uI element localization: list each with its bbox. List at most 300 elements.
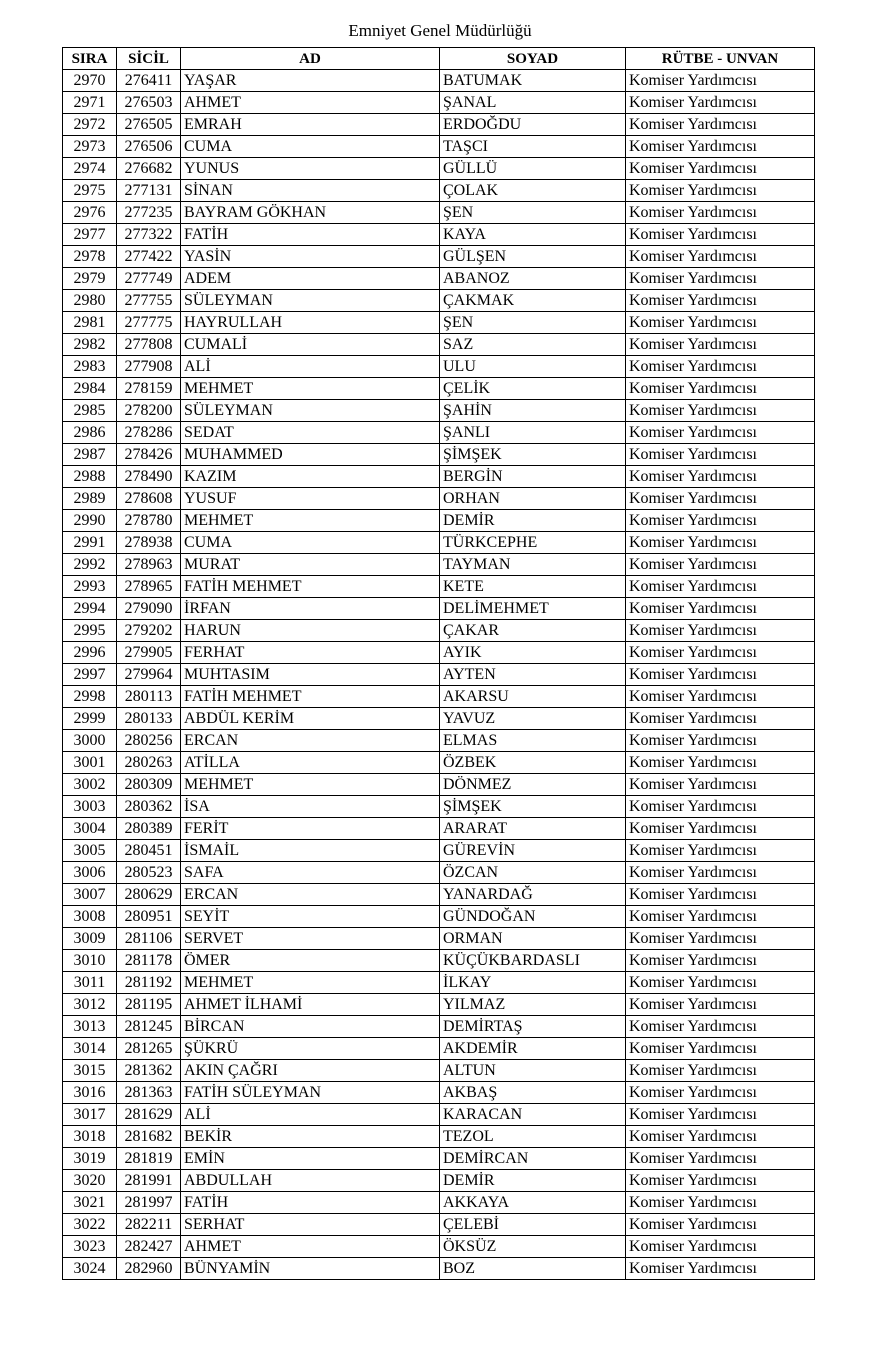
cell-sicil: 276503 [117, 92, 181, 114]
cell-soyad: DELİMEHMET [440, 598, 626, 620]
table-row [63, 840, 815, 862]
table-row [63, 466, 815, 488]
cell-ad: HAYRULLAH [181, 312, 440, 334]
cell-sicil: 277235 [117, 202, 181, 224]
cell-soyad: BATUMAK [440, 70, 626, 92]
table-row [63, 488, 815, 510]
table-row [63, 400, 815, 422]
cell-soyad: ŞİMŞEK [440, 796, 626, 818]
cell-soyad: ŞANLI [440, 422, 626, 444]
cell-ad: YAŞAR [181, 70, 440, 92]
cell-sicil: 278200 [117, 400, 181, 422]
table-row [63, 180, 815, 202]
cell-rutbe: Komiser Yardımcısı [626, 884, 815, 906]
cell-sicil: 281819 [117, 1148, 181, 1170]
cell-rutbe: Komiser Yardımcısı [626, 950, 815, 972]
table-row [63, 950, 815, 972]
cell-ad: İRFAN [181, 598, 440, 620]
table-row [63, 554, 815, 576]
cell-rutbe: Komiser Yardımcısı [626, 1016, 815, 1038]
cell-sicil: 279964 [117, 664, 181, 686]
cell-soyad: TAŞCI [440, 136, 626, 158]
cell-ad: EMİN [181, 1148, 440, 1170]
table-row [63, 334, 815, 356]
cell-sira: 2991 [63, 532, 117, 554]
cell-sira: 2972 [63, 114, 117, 136]
cell-sira: 3007 [63, 884, 117, 906]
cell-soyad: ŞAHİN [440, 400, 626, 422]
cell-sira: 3009 [63, 928, 117, 950]
table-row [63, 1082, 815, 1104]
cell-ad: SEYİT [181, 906, 440, 928]
table-row [63, 1214, 815, 1236]
table-row [63, 1148, 815, 1170]
cell-soyad: BERGİN [440, 466, 626, 488]
table-row [63, 1236, 815, 1258]
cell-rutbe: Komiser Yardımcısı [626, 598, 815, 620]
cell-sicil: 278965 [117, 576, 181, 598]
table-row [63, 730, 815, 752]
cell-sicil: 280309 [117, 774, 181, 796]
cell-sira: 2975 [63, 180, 117, 202]
table-row [63, 686, 815, 708]
table-body [63, 70, 815, 1280]
cell-ad: SAFA [181, 862, 440, 884]
cell-ad: AHMET İLHAMİ [181, 994, 440, 1016]
cell-sicil: 281991 [117, 1170, 181, 1192]
cell-rutbe: Komiser Yardımcısı [626, 290, 815, 312]
cell-sicil: 277322 [117, 224, 181, 246]
cell-sicil: 281997 [117, 1192, 181, 1214]
cell-ad: BAYRAM GÖKHAN [181, 202, 440, 224]
cell-rutbe: Komiser Yardımcısı [626, 1126, 815, 1148]
cell-sicil: 278426 [117, 444, 181, 466]
cell-soyad: ARARAT [440, 818, 626, 840]
cell-sicil: 278159 [117, 378, 181, 400]
cell-soyad: GÜNDOĞAN [440, 906, 626, 928]
cell-sira: 3013 [63, 1016, 117, 1038]
cell-rutbe: Komiser Yardımcısı [626, 730, 815, 752]
cell-ad: SÜLEYMAN [181, 400, 440, 422]
personnel-table [62, 47, 815, 1280]
cell-rutbe: Komiser Yardımcısı [626, 664, 815, 686]
cell-soyad: KETE [440, 576, 626, 598]
cell-ad: ADEM [181, 268, 440, 290]
cell-ad: BÜNYAMİN [181, 1258, 440, 1280]
cell-sira: 2986 [63, 422, 117, 444]
cell-ad: CUMA [181, 136, 440, 158]
cell-sicil: 276682 [117, 158, 181, 180]
cell-rutbe: Komiser Yardımcısı [626, 818, 815, 840]
cell-soyad: ALTUN [440, 1060, 626, 1082]
cell-rutbe: Komiser Yardımcısı [626, 444, 815, 466]
table-row [63, 224, 815, 246]
cell-soyad: AYTEN [440, 664, 626, 686]
cell-soyad: ŞEN [440, 312, 626, 334]
cell-rutbe: Komiser Yardımcısı [626, 862, 815, 884]
cell-sira: 2978 [63, 246, 117, 268]
cell-soyad: ŞİMŞEK [440, 444, 626, 466]
table-row [63, 422, 815, 444]
table-row [63, 158, 815, 180]
table-row [63, 906, 815, 928]
cell-ad: SERHAT [181, 1214, 440, 1236]
cell-sira: 3015 [63, 1060, 117, 1082]
cell-sicil: 281363 [117, 1082, 181, 1104]
cell-sicil: 281629 [117, 1104, 181, 1126]
cell-rutbe: Komiser Yardımcısı [626, 840, 815, 862]
table-row [63, 818, 815, 840]
table-row [63, 576, 815, 598]
cell-sira: 3011 [63, 972, 117, 994]
cell-ad: MUHAMMED [181, 444, 440, 466]
cell-ad: MEHMET [181, 510, 440, 532]
cell-sira: 2989 [63, 488, 117, 510]
cell-rutbe: Komiser Yardımcısı [626, 532, 815, 554]
cell-soyad: ERDOĞDU [440, 114, 626, 136]
cell-soyad: KÜÇÜKBARDASLI [440, 950, 626, 972]
cell-soyad: BOZ [440, 1258, 626, 1280]
table-row [63, 796, 815, 818]
cell-ad: MURAT [181, 554, 440, 576]
cell-sicil: 280133 [117, 708, 181, 730]
table-row [63, 312, 815, 334]
cell-ad: ERCAN [181, 884, 440, 906]
cell-ad: FERHAT [181, 642, 440, 664]
cell-rutbe: Komiser Yardımcısı [626, 928, 815, 950]
table-row [63, 1126, 815, 1148]
cell-ad: FATİH [181, 224, 440, 246]
cell-soyad: ORMAN [440, 928, 626, 950]
cell-sicil: 280629 [117, 884, 181, 906]
cell-sira: 2994 [63, 598, 117, 620]
cell-soyad: ÇAKAR [440, 620, 626, 642]
cell-sicil: 280263 [117, 752, 181, 774]
cell-sira: 3021 [63, 1192, 117, 1214]
table-row [63, 1016, 815, 1038]
table-row [63, 620, 815, 642]
cell-ad: MEHMET [181, 972, 440, 994]
cell-sicil: 281682 [117, 1126, 181, 1148]
table-row [63, 532, 815, 554]
cell-sira: 3018 [63, 1126, 117, 1148]
cell-ad: YUSUF [181, 488, 440, 510]
cell-sira: 2985 [63, 400, 117, 422]
header-row [63, 48, 815, 70]
cell-ad: AKIN ÇAĞRI [181, 1060, 440, 1082]
cell-sicil: 277808 [117, 334, 181, 356]
cell-sicil: 280523 [117, 862, 181, 884]
cell-sira: 2993 [63, 576, 117, 598]
cell-rutbe: Komiser Yardımcısı [626, 356, 815, 378]
table-row [63, 642, 815, 664]
cell-sira: 3005 [63, 840, 117, 862]
cell-ad: İSA [181, 796, 440, 818]
cell-ad: FATİH SÜLEYMAN [181, 1082, 440, 1104]
cell-soyad: TEZOL [440, 1126, 626, 1148]
cell-soyad: KAYA [440, 224, 626, 246]
cell-sicil: 282211 [117, 1214, 181, 1236]
cell-sicil: 276411 [117, 70, 181, 92]
table-row [63, 268, 815, 290]
cell-ad: CUMALİ [181, 334, 440, 356]
cell-ad: HARUN [181, 620, 440, 642]
cell-ad: BİRCAN [181, 1016, 440, 1038]
table-row [63, 444, 815, 466]
cell-sira: 2987 [63, 444, 117, 466]
cell-rutbe: Komiser Yardımcısı [626, 642, 815, 664]
cell-sira: 2988 [63, 466, 117, 488]
cell-sira: 3024 [63, 1258, 117, 1280]
cell-sicil: 278963 [117, 554, 181, 576]
cell-sicil: 282960 [117, 1258, 181, 1280]
cell-sicil: 280389 [117, 818, 181, 840]
cell-ad: ÖMER [181, 950, 440, 972]
cell-sira: 3020 [63, 1170, 117, 1192]
table-row [63, 290, 815, 312]
cell-ad: BEKİR [181, 1126, 440, 1148]
cell-sicil: 277422 [117, 246, 181, 268]
cell-soyad: SAZ [440, 334, 626, 356]
cell-soyad: DEMİR [440, 1170, 626, 1192]
cell-soyad: GÜREVİN [440, 840, 626, 862]
cell-sira: 2999 [63, 708, 117, 730]
table-row [63, 1060, 815, 1082]
cell-rutbe: Komiser Yardımcısı [626, 1170, 815, 1192]
table-row [63, 994, 815, 1016]
cell-soyad: KARACAN [440, 1104, 626, 1126]
cell-sicil: 278286 [117, 422, 181, 444]
table-row [63, 598, 815, 620]
cell-soyad: TAYMAN [440, 554, 626, 576]
cell-soyad: AKDEMİR [440, 1038, 626, 1060]
header-sicil: SİCİL [117, 48, 181, 70]
cell-rutbe: Komiser Yardımcısı [626, 158, 815, 180]
cell-ad: AHMET [181, 92, 440, 114]
cell-rutbe: Komiser Yardımcısı [626, 312, 815, 334]
cell-sira: 2973 [63, 136, 117, 158]
cell-ad: ALİ [181, 1104, 440, 1126]
cell-soyad: ÇELEBİ [440, 1214, 626, 1236]
cell-ad: SEDAT [181, 422, 440, 444]
page-title: Emniyet Genel Müdürlüğü [348, 21, 532, 40]
cell-sira: 3003 [63, 796, 117, 818]
cell-sira: 3000 [63, 730, 117, 752]
table-row [63, 246, 815, 268]
cell-rutbe: Komiser Yardımcısı [626, 246, 815, 268]
cell-ad: FATİH [181, 1192, 440, 1214]
table-row [63, 136, 815, 158]
cell-ad: FATİH MEHMET [181, 686, 440, 708]
cell-ad: KAZIM [181, 466, 440, 488]
table-row [63, 1170, 815, 1192]
cell-ad: ABDÜL KERİM [181, 708, 440, 730]
cell-rutbe: Komiser Yardımcısı [626, 268, 815, 290]
cell-soyad: ÇELİK [440, 378, 626, 400]
table-row [63, 1192, 815, 1214]
cell-soyad: YILMAZ [440, 994, 626, 1016]
cell-rutbe: Komiser Yardımcısı [626, 1060, 815, 1082]
cell-sicil: 281192 [117, 972, 181, 994]
cell-sicil: 280951 [117, 906, 181, 928]
cell-ad: MUHTASIM [181, 664, 440, 686]
cell-sira: 3019 [63, 1148, 117, 1170]
table-row [63, 664, 815, 686]
cell-sicil: 277749 [117, 268, 181, 290]
cell-soyad: ÖKSÜZ [440, 1236, 626, 1258]
cell-ad: FATİH MEHMET [181, 576, 440, 598]
cell-sira: 3010 [63, 950, 117, 972]
cell-rutbe: Komiser Yardımcısı [626, 510, 815, 532]
table-row [63, 510, 815, 532]
cell-rutbe: Komiser Yardımcısı [626, 92, 815, 114]
cell-rutbe: Komiser Yardımcısı [626, 378, 815, 400]
cell-sicil: 280362 [117, 796, 181, 818]
table-row [63, 708, 815, 730]
cell-soyad: GÜLŞEN [440, 246, 626, 268]
cell-soyad: AKKAYA [440, 1192, 626, 1214]
cell-rutbe: Komiser Yardımcısı [626, 994, 815, 1016]
cell-sicil: 278938 [117, 532, 181, 554]
cell-rutbe: Komiser Yardımcısı [626, 752, 815, 774]
cell-soyad: DÖNMEZ [440, 774, 626, 796]
cell-sicil: 278608 [117, 488, 181, 510]
cell-rutbe: Komiser Yardımcısı [626, 774, 815, 796]
table-row [63, 114, 815, 136]
cell-sicil: 280451 [117, 840, 181, 862]
table-row [63, 972, 815, 994]
table-row [63, 928, 815, 950]
cell-rutbe: Komiser Yardımcısı [626, 1258, 815, 1280]
table-row [63, 884, 815, 906]
cell-rutbe: Komiser Yardımcısı [626, 1038, 815, 1060]
cell-rutbe: Komiser Yardımcısı [626, 972, 815, 994]
cell-sira: 3022 [63, 1214, 117, 1236]
cell-rutbe: Komiser Yardımcısı [626, 466, 815, 488]
cell-sicil: 277755 [117, 290, 181, 312]
cell-ad: İSMAİL [181, 840, 440, 862]
cell-soyad: ABANOZ [440, 268, 626, 290]
table-row [63, 1104, 815, 1126]
cell-sira: 3008 [63, 906, 117, 928]
cell-soyad: DEMİR [440, 510, 626, 532]
cell-sira: 3004 [63, 818, 117, 840]
cell-sicil: 281265 [117, 1038, 181, 1060]
header-sira: SIRA [63, 48, 117, 70]
cell-sira: 3001 [63, 752, 117, 774]
cell-soyad: ULU [440, 356, 626, 378]
cell-ad: FERİT [181, 818, 440, 840]
cell-sicil: 281362 [117, 1060, 181, 1082]
table-row [63, 70, 815, 92]
header-rutbe: RÜTBE - UNVAN [626, 48, 815, 70]
cell-soyad: TÜRKCEPHE [440, 532, 626, 554]
cell-ad: SERVET [181, 928, 440, 950]
cell-sira: 3016 [63, 1082, 117, 1104]
cell-soyad: ÖZCAN [440, 862, 626, 884]
cell-sira: 3023 [63, 1236, 117, 1258]
cell-rutbe: Komiser Yardımcısı [626, 576, 815, 598]
cell-sicil: 277908 [117, 356, 181, 378]
cell-rutbe: Komiser Yardımcısı [626, 906, 815, 928]
cell-sicil: 279905 [117, 642, 181, 664]
cell-soyad: ELMAS [440, 730, 626, 752]
cell-sira: 2970 [63, 70, 117, 92]
cell-rutbe: Komiser Yardımcısı [626, 554, 815, 576]
cell-rutbe: Komiser Yardımcısı [626, 400, 815, 422]
cell-soyad: ÇAKMAK [440, 290, 626, 312]
cell-rutbe: Komiser Yardımcısı [626, 1192, 815, 1214]
cell-soyad: ŞEN [440, 202, 626, 224]
cell-sira: 2992 [63, 554, 117, 576]
cell-sira: 2998 [63, 686, 117, 708]
cell-sira: 2976 [63, 202, 117, 224]
cell-ad: EMRAH [181, 114, 440, 136]
cell-sira: 2981 [63, 312, 117, 334]
cell-rutbe: Komiser Yardımcısı [626, 224, 815, 246]
cell-sicil: 276505 [117, 114, 181, 136]
cell-ad: ŞÜKRÜ [181, 1038, 440, 1060]
cell-rutbe: Komiser Yardımcısı [626, 708, 815, 730]
cell-soyad: ŞANAL [440, 92, 626, 114]
cell-sira: 3006 [63, 862, 117, 884]
cell-rutbe: Komiser Yardımcısı [626, 686, 815, 708]
cell-sicil: 281106 [117, 928, 181, 950]
cell-sicil: 279202 [117, 620, 181, 642]
cell-rutbe: Komiser Yardımcısı [626, 1082, 815, 1104]
cell-ad: CUMA [181, 532, 440, 554]
cell-soyad: AKARSU [440, 686, 626, 708]
table-row [63, 378, 815, 400]
table-row [63, 92, 815, 114]
cell-sira: 2977 [63, 224, 117, 246]
cell-soyad: ORHAN [440, 488, 626, 510]
cell-ad: ATİLLA [181, 752, 440, 774]
cell-sicil: 282427 [117, 1236, 181, 1258]
cell-ad: ALİ [181, 356, 440, 378]
cell-ad: ERCAN [181, 730, 440, 752]
cell-sira: 2979 [63, 268, 117, 290]
cell-rutbe: Komiser Yardımcısı [626, 796, 815, 818]
cell-sira: 2980 [63, 290, 117, 312]
cell-sicil: 280113 [117, 686, 181, 708]
cell-ad: MEHMET [181, 378, 440, 400]
cell-ad: MEHMET [181, 774, 440, 796]
cell-soyad: ÇOLAK [440, 180, 626, 202]
cell-ad: SÜLEYMAN [181, 290, 440, 312]
table-row [63, 774, 815, 796]
cell-rutbe: Komiser Yardımcısı [626, 114, 815, 136]
cell-sira: 2996 [63, 642, 117, 664]
cell-sicil: 276506 [117, 136, 181, 158]
cell-rutbe: Komiser Yardımcısı [626, 70, 815, 92]
cell-rutbe: Komiser Yardımcısı [626, 1148, 815, 1170]
cell-soyad: ÖZBEK [440, 752, 626, 774]
cell-sira: 2990 [63, 510, 117, 532]
cell-sira: 2971 [63, 92, 117, 114]
cell-soyad: AKBAŞ [440, 1082, 626, 1104]
cell-sira: 2995 [63, 620, 117, 642]
cell-soyad: YAVUZ [440, 708, 626, 730]
cell-ad: ABDULLAH [181, 1170, 440, 1192]
cell-soyad: AYIK [440, 642, 626, 664]
cell-sicil: 281178 [117, 950, 181, 972]
cell-ad: SİNAN [181, 180, 440, 202]
cell-rutbe: Komiser Yardımcısı [626, 422, 815, 444]
cell-soyad: DEMİRCAN [440, 1148, 626, 1170]
cell-sicil: 278490 [117, 466, 181, 488]
table-row [63, 202, 815, 224]
